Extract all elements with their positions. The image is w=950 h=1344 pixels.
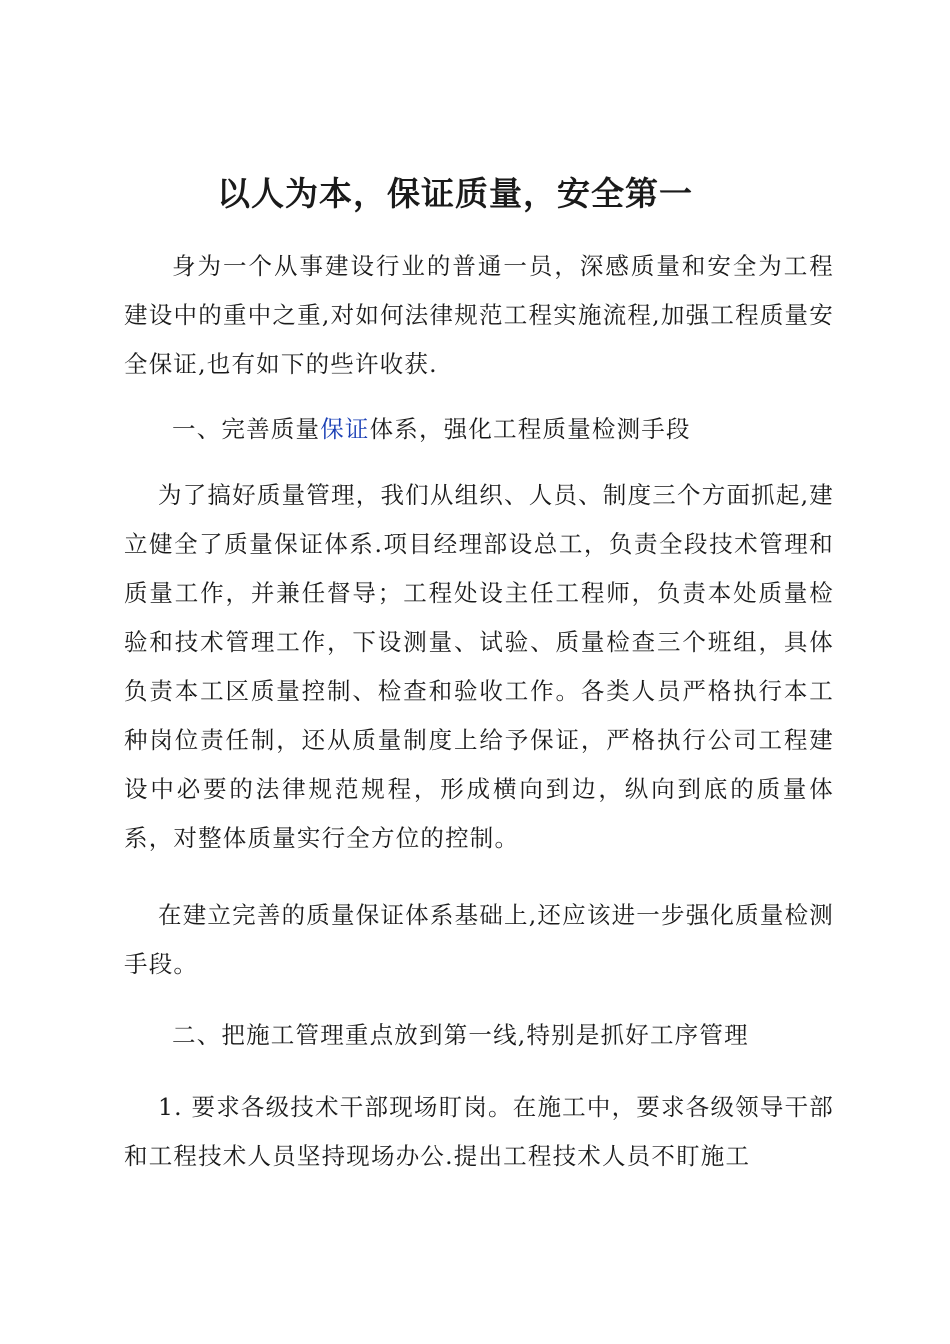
document-title: 以人为本，保证质量，安全第一: [217, 174, 693, 213]
section-1-paragraph-1: 为了搞好质量管理，我们从组织、人员、制度三个方面抓起,建立健全了质量保证体系.项目经理部设总工，负责全段技术管理和质量工作，并兼任督导；工程处设主任工程师，负责本处质量检验和技术管理工作，下设测量、试验、质量检查三个班组，具体负责本工区质量控制、检查和验收工作。各类人员严格执行本工种岗位责任制，还从质量制度上给予保证，严格执行公司工程建设中必要的法律规范规程，形成横向到边，纵向到底的质量体系，对整体质量实行全方位的控制。: [124, 481, 834, 852]
section-1-heading-link[interactable]: 保证: [320, 415, 370, 443]
section-1-heading-text-rest: 体系，强化工程质量检测手段: [369, 415, 691, 443]
section-1-heading: [124, 405, 834, 454]
section-2-item-1: 1. 要求各级技术干部现场盯岗。在施工中，要求各级领导干部和工程技术人员坚持现场办公.提出工程技术人员不盯施工: [124, 1093, 834, 1170]
section-1-paragraph-2: 在建立完善的质量保证体系基础上,还应该进一步强化质量检测手段。: [124, 901, 834, 978]
intro-paragraph: 身为一个从事建设行业的普通一员，深感质量和安全为工程建设中的重中之重,对如何法律规范工程实施流程,加强工程质量安全保证,也有如下的些许收获.: [124, 252, 834, 378]
section-1-heading-text: 一、完善质量: [172, 415, 321, 443]
section-2-heading: 二、把施工管理重点放到第一线,特别是抓好工序管理: [172, 1021, 749, 1049]
